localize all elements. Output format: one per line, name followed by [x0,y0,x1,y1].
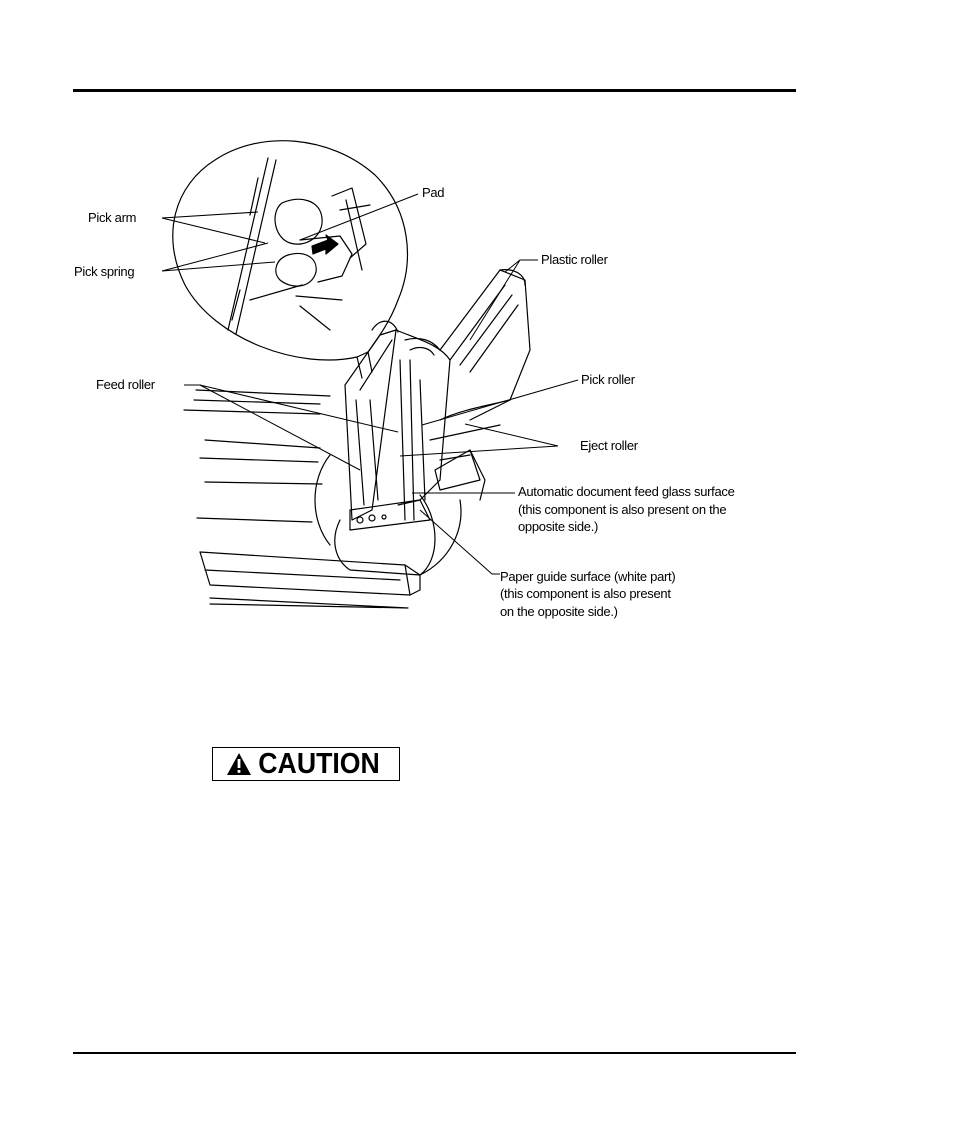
label-adf-glass-3: opposite side.) [518,519,599,534]
label-paper-guide-3: on the opposite side.) [500,604,618,619]
leader-eject-roller [400,424,558,456]
label-pick-spring: Pick spring [74,264,135,279]
label-pick-roller: Pick roller [581,372,635,387]
leader-feed-roller [184,385,398,470]
label-paper-guide-1: Paper guide surface (white part) [500,569,676,584]
footer-rule [73,1052,796,1054]
label-plastic-roller: Plastic roller [541,252,608,267]
caution-label: CAUTION [258,747,381,780]
label-adf-glass-2: (this component is also present on the [518,502,727,517]
label-pad: Pad [422,185,445,200]
leader-lines [162,194,578,574]
label-paper-guide-2: (this component is also present [500,586,671,601]
caution-content [215,747,397,780]
leader-pick-roller [422,380,578,425]
warning-triangle-icon [226,752,252,776]
leader-pick-spring [162,243,275,271]
label-adf-glass-1: Automatic document feed glass surface [518,484,735,499]
label-eject-roller: Eject roller [580,438,638,453]
label-feed-roller: Feed roller [96,377,155,392]
leader-pad [300,194,418,240]
caution-box [212,747,400,781]
label-pick-arm: Pick arm [88,210,137,225]
scanner-illustration [173,141,530,608]
